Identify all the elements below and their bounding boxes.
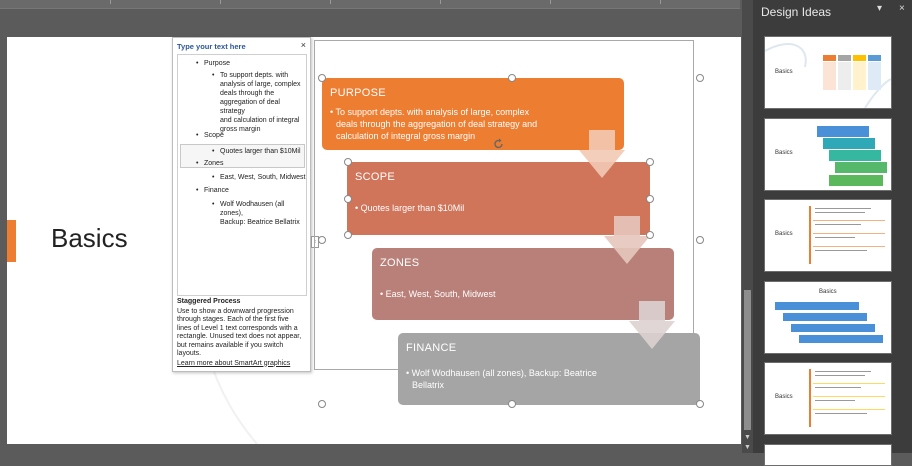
scroll-down-icon[interactable]: ▼: [744, 434, 751, 441]
list-item-text: To support depts. with analysis of large, complex deals through the aggregation of deal strategy and calculation of integral gross margin: [220, 72, 301, 133]
text-pane-list[interactable]: [177, 54, 307, 296]
design-thumbnail[interactable]: [764, 36, 892, 109]
list-item[interactable]: • Quotes larger than $10Mil: [212, 148, 301, 155]
vertical-scrollbar[interactable]: [742, 0, 753, 453]
resize-handle[interactable]: [508, 74, 516, 82]
list-item[interactable]: • Purpose: [196, 60, 231, 67]
step-body: • East, West, South, Midwest: [380, 289, 496, 299]
design-thumbnail[interactable]: [764, 118, 892, 191]
slide-title[interactable]: Basics: [51, 223, 128, 253]
shape-handle[interactable]: [344, 195, 352, 203]
list-item[interactable]: • Finance: [196, 187, 229, 194]
accent-bar: [7, 220, 16, 262]
text-pane-header: Type your text here: [177, 42, 246, 51]
text-pane-toggle-icon[interactable]: ‹: [311, 236, 319, 248]
down-arrow-icon: [577, 130, 627, 180]
design-thumbnail[interactable]: [764, 444, 892, 466]
thumbnail-label: Basics: [775, 231, 793, 237]
list-item-text: Wolf Wodhausen (all zones), Backup: Beatrice Bellatrix: [220, 201, 300, 226]
resize-handle[interactable]: [318, 236, 326, 244]
design-thumbnail[interactable]: [764, 362, 892, 435]
shape-handle[interactable]: [646, 158, 654, 166]
thumbnail-label: Basics: [775, 69, 793, 75]
close-icon[interactable]: ×: [300, 40, 306, 50]
design-ideas-pane: [753, 0, 912, 453]
shape-handle[interactable]: [646, 195, 654, 203]
resize-handle[interactable]: [318, 400, 326, 408]
step-title: ZONES: [380, 257, 420, 269]
list-item[interactable]: • Zones: [196, 160, 224, 167]
shape-handle[interactable]: [646, 231, 654, 239]
list-item[interactable]: • Scope: [196, 132, 224, 139]
ruler: [0, 0, 740, 9]
shape-handle[interactable]: [344, 231, 352, 239]
list-item[interactable]: • East, West, South, Midwest: [212, 174, 306, 181]
resize-handle[interactable]: [696, 74, 704, 82]
scroll-end-icon[interactable]: ▼: [744, 444, 751, 451]
rotate-handle-icon[interactable]: [493, 138, 505, 150]
list-item-text: East, West, South, Midwest: [220, 174, 306, 181]
step-body: • To support depts. with analysis of large, complex deals through the aggregation of deal strategy and calculation of integral gross margin: [330, 107, 538, 141]
design-ideas-title: Design Ideas: [761, 5, 832, 19]
scrollbar-thumb[interactable]: [744, 290, 751, 430]
resize-handle[interactable]: [696, 236, 704, 244]
thumbnail-label: Basics: [775, 394, 793, 400]
list-item[interactable]: • To support depts. with analysis of large, complex deals through the aggregation of deal strategy and calculation of integral gross margin: [212, 72, 301, 133]
step-title: SCOPE: [355, 171, 396, 183]
pane-options-icon[interactable]: ▾: [877, 3, 883, 14]
list-item-text: Zones: [204, 160, 224, 167]
list-item-text: Scope: [204, 132, 224, 139]
list-item-text: Purpose: [204, 60, 231, 67]
down-arrow-icon: [627, 301, 677, 351]
resize-handle[interactable]: [696, 400, 704, 408]
smartart-text-pane[interactable]: [172, 37, 311, 372]
resize-handle[interactable]: [508, 400, 516, 408]
design-thumbnail[interactable]: [764, 199, 892, 272]
list-item-text: Quotes larger than $10Mil: [220, 148, 301, 155]
thumbnail-label: Basics: [775, 150, 793, 156]
layout-description: Staggered Process Use to show a downward progression through stages. Each of the first five lines of Level 1 text corresponds with a rectangle. Unused text does not appear, but remains available if you switch layouts. Learn more about SmartArt graphics: [177, 298, 305, 368]
step-title: FINANCE: [406, 342, 457, 354]
list-item[interactable]: • Wolf Wodhausen (all zones), Backup: Beatrice Bellatrix: [212, 201, 300, 226]
learn-more-link[interactable]: Learn more about SmartArt graphics: [177, 359, 291, 367]
list-item-text: Finance: [204, 187, 229, 194]
design-thumbnail[interactable]: [764, 281, 892, 354]
step-title: PURPOSE: [330, 87, 386, 99]
resize-handle[interactable]: [318, 74, 326, 82]
layout-name: Staggered Process: [177, 298, 241, 305]
thumbnail-label: Basics: [819, 289, 837, 295]
close-icon[interactable]: ×: [899, 3, 905, 14]
shape-handle[interactable]: [344, 158, 352, 166]
step-body: • Quotes larger than $10Mil: [355, 203, 465, 213]
down-arrow-icon: [602, 216, 652, 266]
step-body: • Wolf Wodhausen (all zones), Backup: Beatrice Bellatrix: [406, 368, 597, 390]
